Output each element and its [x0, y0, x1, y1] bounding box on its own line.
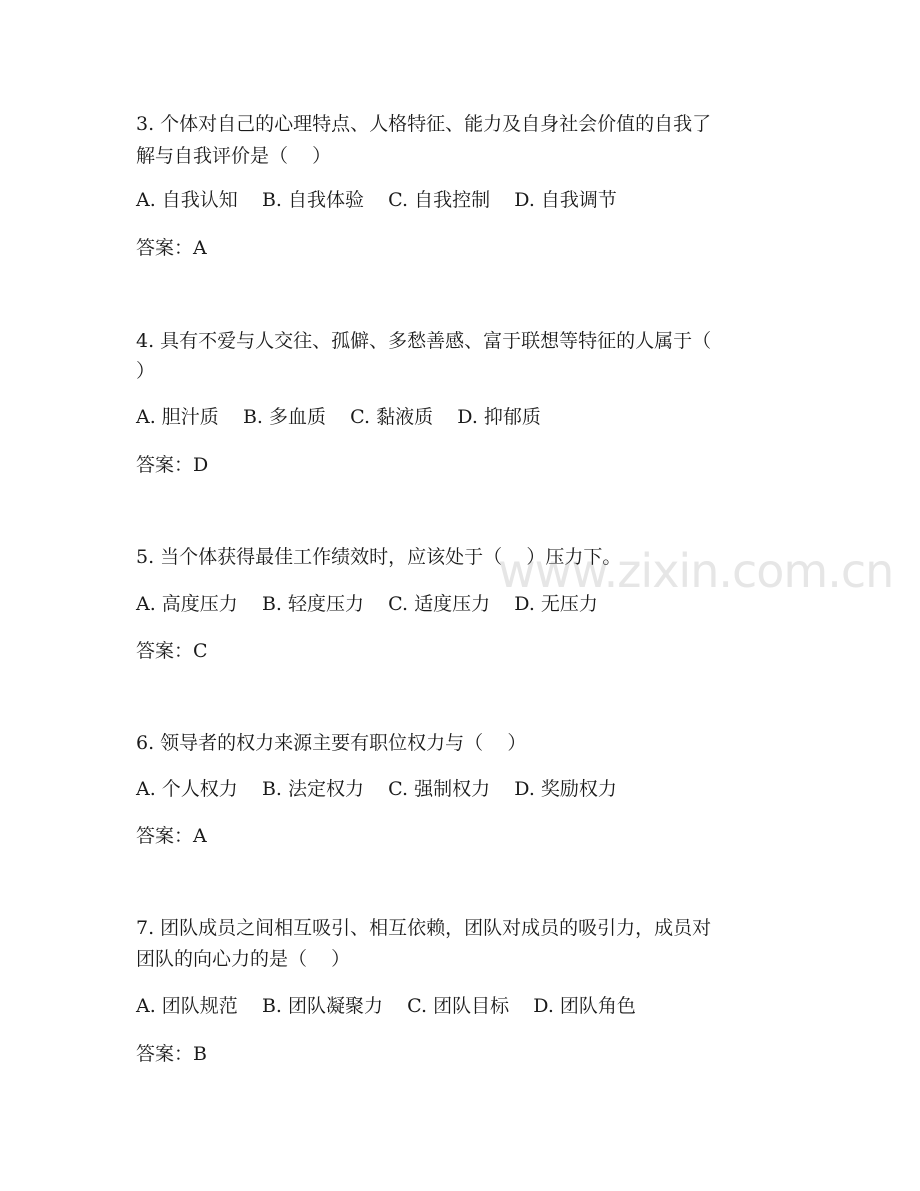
question-7-stem-line-2: 团队的向心力的是（ ） [136, 948, 351, 970]
question-5-answer: 答案：C [136, 640, 208, 662]
question-5-stem-line-1: 5. 当个体获得最佳工作绩效时，应该处于（ ）压力下。 [136, 546, 622, 568]
question-6-options: A. 个人权力 B. 法定权力 C. 强制权力 D. 奖励权力 [136, 778, 617, 800]
question-5-options: A. 高度压力 B. 轻度压力 C. 适度压力 D. 无压力 [136, 593, 598, 615]
question-3-answer: 答案：A [136, 237, 207, 259]
watermark-text: www.zixin.com.cn [498, 544, 894, 598]
question-6-answer: 答案：A [136, 825, 207, 847]
question-3-stem-line-2: 解与自我评价是（ ） [136, 145, 332, 167]
question-4-options: A. 胆汁质 B. 多血质 C. 黏液质 D. 抑郁质 [136, 406, 541, 428]
question-3-stem-line-1: 3. 个体对自己的心理特点、人格特征、能力及自身社会价值的自我了 [136, 113, 712, 135]
question-7-options: A. 团队规范 B. 团队凝聚力 C. 团队目标 D. 团队角色 [136, 995, 636, 1017]
question-4-stem-line-2: ） [136, 360, 156, 382]
question-4-stem-line-1: 4. 具有不爱与人交往、孤僻、多愁善感、富于联想等特征的人属于（ [136, 330, 712, 352]
question-4-answer: 答案：D [136, 454, 209, 476]
question-7-stem-line-1: 7. 团队成员之间相互吸引、相互依赖，团队对成员的吸引力，成员对 [136, 917, 712, 939]
question-7-answer: 答案：B [136, 1043, 207, 1065]
question-6-stem-line-1: 6. 领导者的权力来源主要有职位权力与（ ） [136, 732, 527, 754]
question-3-options: A. 自我认知 B. 自我体验 C. 自我控制 D. 自我调节 [136, 189, 617, 211]
